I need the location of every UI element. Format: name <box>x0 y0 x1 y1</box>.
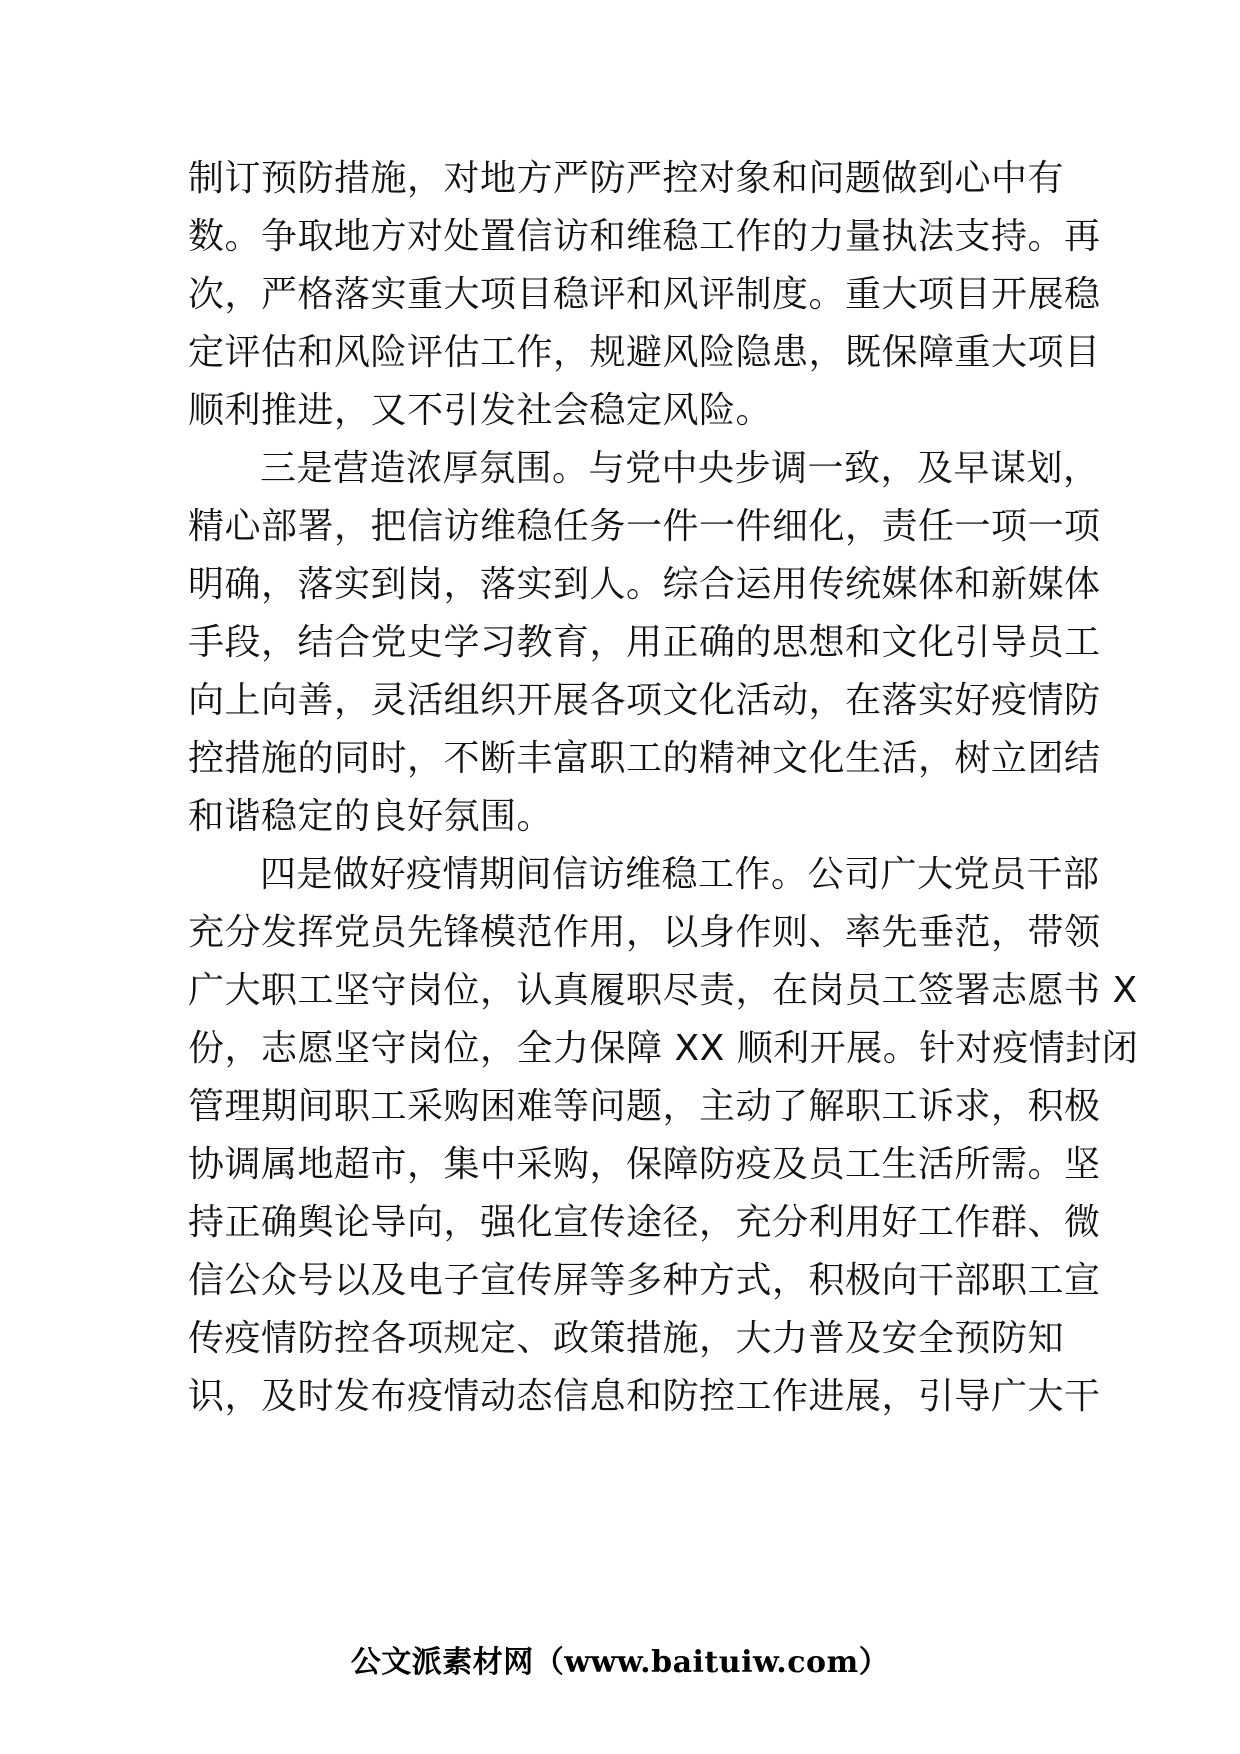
paragraph-2-line-3: 明确，落实到岗，落实到人。综合运用传统媒体和新媒体 <box>188 564 1101 605</box>
paragraph-1-line-2: 数。争取地方对处置信访和维稳工作的力量执法支持。再 <box>188 216 1101 257</box>
paragraph-2-line-7: 和谐稳定的良好氛围。 <box>188 796 554 837</box>
paragraph-1-line-1: 制订预防措施，对地方严防严控对象和问题做到心中有 <box>188 158 1065 199</box>
paragraph-1-line-5: 顺利推进，又不引发社会稳定风险。 <box>188 390 773 431</box>
paragraph-2-line-5: 向上向善，灵活组织开展各项文化活动，在落实好疫情防 <box>188 680 1101 721</box>
footer-source-text: 公文派素材网（www.baituiw.com） <box>350 1645 890 1680</box>
paragraph-1-line-3: 次，严格落实重大项目稳评和风评制度。重大项目开展稳 <box>188 274 1101 315</box>
paragraph-3-line-5: 管理期间职工采购困难等问题，主动了解职工诉求，积极 <box>188 1086 1101 1127</box>
paragraph-2-line-2: 精心部署，把信访维稳任务一件一件细化，责任一项一项 <box>188 506 1101 547</box>
paragraph-3-line-7: 持正确舆论导向，强化宣传途径，充分利用好工作群、微 <box>188 1202 1101 1243</box>
paragraph-1-line-4: 定评估和风险评估工作，规避风险隐患，既保障重大项目 <box>188 332 1101 373</box>
paragraph-2-line-1: 三是营造浓厚氛围。与党中央步调一致，及早谋划， <box>260 448 1100 489</box>
paragraph-2-line-4: 手段，结合党史学习教育，用正确的思想和文化引导员工 <box>188 622 1101 663</box>
paragraph-3-line-1: 四是做好疫情期间信访维稳工作。公司广大党员干部 <box>260 854 1100 895</box>
paragraph-3-line-2: 充分发挥党员先锋模范作用，以身作则、率先垂范，带领 <box>188 912 1101 953</box>
paragraph-2-line-6: 控措施的同时，不断丰富职工的精神文化生活，树立团结 <box>188 738 1101 779</box>
paragraph-3-line-8: 信公众号以及电子宣传屏等多种方式，积极向干部职工宣 <box>188 1260 1101 1301</box>
paragraph-3-line-10: 识，及时发布疫情动态信息和防控工作进展，引导广大干 <box>188 1376 1101 1417</box>
paragraph-3-line-3: 广大职工坚守岗位，认真履职尽责，在岗员工签署志愿书 X <box>188 970 1138 1011</box>
paragraph-3-line-9: 传疫情防控各项规定、政策措施，大力普及安全预防知 <box>188 1318 1065 1359</box>
paragraph-3-line-6: 协调属地超市，集中采购，保障防疫及员工生活所需。坚 <box>188 1144 1101 1185</box>
paragraph-3-line-4: 份，志愿坚守岗位，全力保障 XX 顺利开展。针对疫情封闭 <box>188 1028 1139 1069</box>
